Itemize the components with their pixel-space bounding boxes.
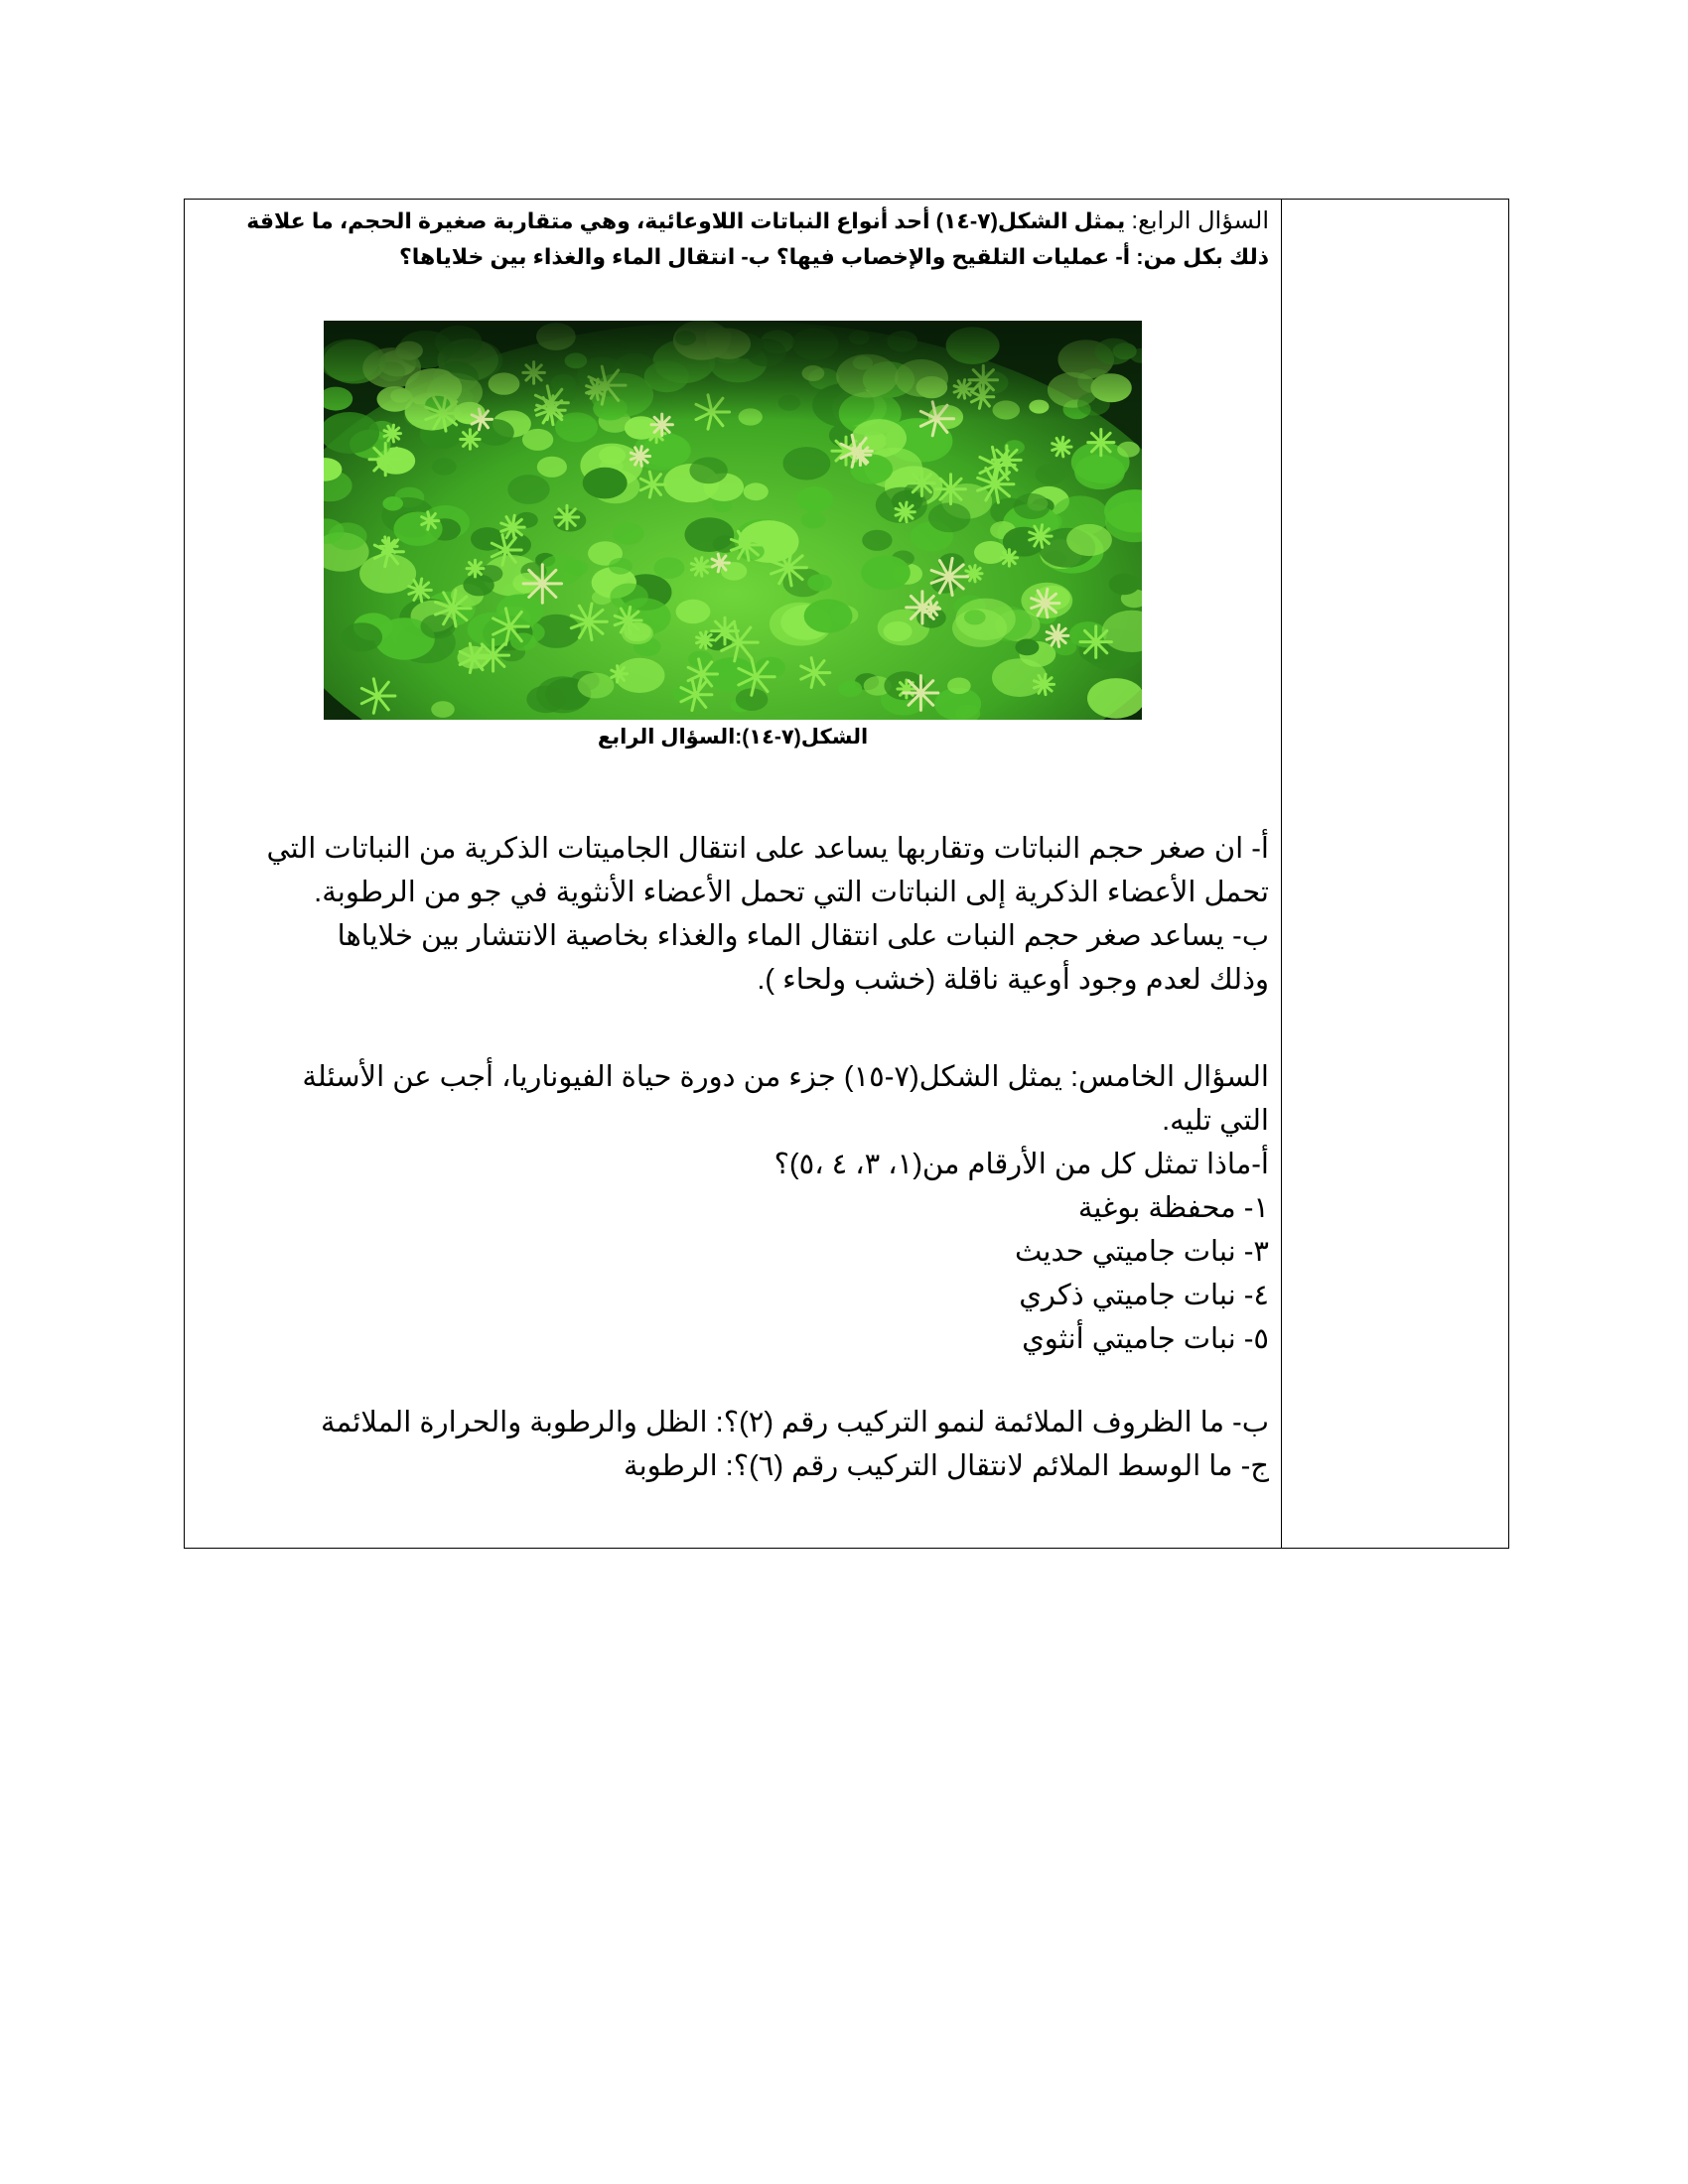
question-5-line-2: التي تليه. (1162, 1105, 1269, 1137)
answer-a-line-1: أ- ان صغر حجم النباتات وتقاربها يساعد على انتقال الجاميتات الذكرية من النباتات التي (266, 833, 1269, 865)
question-5-item: ٥- نبات جاميتي أنثوي (1022, 1323, 1269, 1355)
table-column-divider (1281, 199, 1282, 1549)
question-content-cell (199, 204, 1269, 1482)
question-5-block (199, 1055, 1269, 1488)
answer-b-line-1: ب- يساعد صغر حجم النبات على انتقال الماء والغذاء بخاصية الانتشار بين خلاياها (337, 920, 1269, 952)
question-5-part-a: أ-ماذا تمثل كل من الأرقام من(١، ٣، ٤ ،٥)؟ (774, 1149, 1269, 1180)
moss-image-icon (324, 321, 1142, 720)
question-4-line-1: يمثل الشكل(٧-١٤) أحد أنواع النباتات اللاوعائية، وهي متقاربة صغيرة الحجم، ما علاقة (246, 208, 1126, 233)
answer-b-line-2: وذلك لعدم وجود أوعية ناقلة (خشب ولحاء ). (757, 964, 1269, 996)
figure-caption: الشكل(٧-١٤):السؤال الرابع (597, 726, 869, 749)
question-5-part-c: ج- ما الوسط الملائم لانتقال التركيب رقم (٦)؟: الرطوبة (624, 1450, 1269, 1482)
question-5-item: ٣- نبات جاميتي حديث (1014, 1236, 1269, 1268)
question-4-lead: السؤال الرابع: (1131, 207, 1269, 234)
question-4-line-2: ذلك بكل من: أ- عمليات التلقيح والإخصاب فيها؟ ب- انتقال الماء والغذاء بين خلاياها؟ (398, 244, 1269, 269)
spacer (199, 1361, 1269, 1401)
answer-a-line-2: تحمل الأعضاء الذكرية إلى النباتات التي تحمل الأعضاء الأنثوية في جو من الرطوبة. (314, 877, 1269, 908)
question-4-prompt (199, 204, 1269, 239)
question-5-line-1: السؤال الخامس: يمثل الشكل(٧-١٥) جزء من دورة حياة الفيوناريا، أجب عن الأسئلة (302, 1061, 1269, 1093)
question-5-item: ٤- نبات جاميتي ذكري (1019, 1280, 1269, 1311)
question-5-item: ١- محفظة بوغية (1077, 1192, 1269, 1224)
question-4-answers (199, 827, 1269, 1002)
question-5-part-b: ب- ما الظروف الملائمة لنمو التركيب رقم (٢)؟: الظل والرطوبة والحرارة الملائمة (320, 1407, 1269, 1438)
liverwort-photo (324, 321, 1142, 720)
